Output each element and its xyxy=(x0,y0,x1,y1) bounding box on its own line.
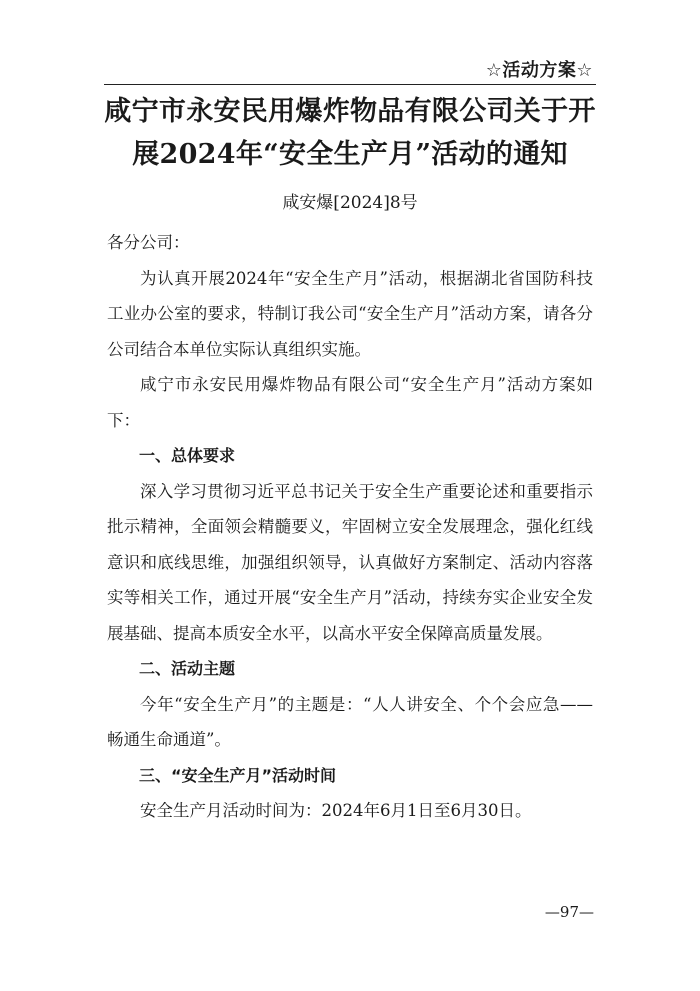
paragraph-plan-lead: 咸宁市永安民用爆炸物品有限公司“安全生产月”活动方案如下： xyxy=(107,375,593,430)
section-heading-general-requirements: 一、总体要求 xyxy=(139,446,236,465)
page-number: —97— xyxy=(544,903,594,921)
document-number: 咸安爆[2024]8号 xyxy=(282,193,418,213)
section-text-theme: 今年“安全生产月”的主题是：“人人讲安全、个个会应急——畅通生命通道”。 xyxy=(107,694,593,749)
title-line-2: 展2024年“安全生产月”活动的通知 xyxy=(132,139,568,170)
header-tag: ☆活动方案☆ xyxy=(485,60,593,81)
document-title xyxy=(104,90,596,176)
paragraph-intro: 为认真开展2024年“安全生产月”活动，根据湖北省国防科技工业办公室的要求，特制订我公司“安全生产月”活动方案，请各分公司结合本单位实际认真组织实施。 xyxy=(107,268,593,359)
section-heading-theme: 二、活动主题 xyxy=(139,659,236,678)
salutation: 各分公司： xyxy=(107,233,190,252)
section-text-schedule: 安全生产月活动时间为：2024年6月1日至6月30日。 xyxy=(140,801,532,820)
section-heading-schedule: 三、“安全生产月”活动时间 xyxy=(139,765,337,785)
header-divider xyxy=(104,84,596,85)
title-line-1: 咸宁市永安民用爆炸物品有限公司关于开 xyxy=(104,96,596,127)
document-body xyxy=(107,225,593,829)
section-text-general-requirements: 深入学习贯彻习近平总书记关于安全生产重要论述和重要指示批示精神，全面领会精髓要义，牢固树立安全发展理念，强化红线意识和底线思维，加强组织领导，认真做好方案制定、活动内容落实等相关工作，通过开展“安全生产月”活动，持续夯实企业安全发展基础、提高本质安全水平，以高水平安全保障高质量发展。 xyxy=(107,481,593,643)
